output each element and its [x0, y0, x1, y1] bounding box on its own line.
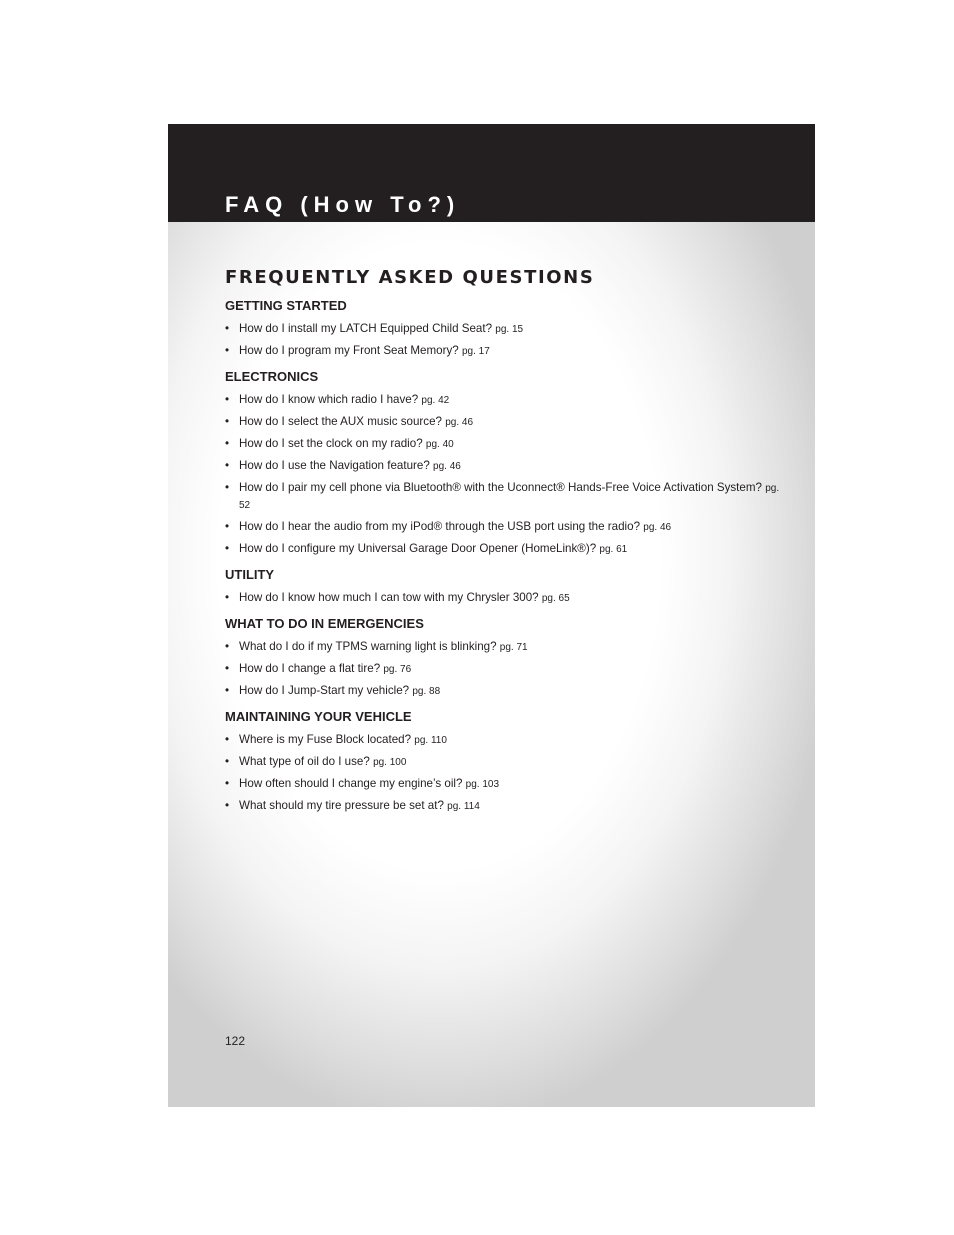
question-text: What should my tire pressure be set at?	[239, 799, 444, 812]
faq-list	[225, 590, 785, 607]
group-heading: UTILITY	[225, 567, 275, 582]
group-heading: GETTING STARTED	[225, 298, 347, 313]
question-text: How do I pair my cell phone via Bluetooth® with the Uconnect® Hands-Free Voice Activation System?	[239, 481, 762, 494]
page-reference: pg. 46	[445, 417, 474, 428]
page-reference: pg. 100	[373, 757, 407, 768]
faq-item	[225, 683, 785, 700]
faq-item	[225, 798, 785, 815]
page-reference: pg. 46	[643, 522, 672, 533]
chapter-title: FAQ (How To?)	[225, 192, 461, 217]
page-reference: pg. 110	[414, 735, 447, 746]
question-text: How do I change a flat tire?	[239, 662, 381, 675]
faq-list	[225, 732, 785, 815]
page-number: 122	[225, 1034, 246, 1048]
faq-group-emergencies	[225, 615, 785, 700]
faq-list	[225, 639, 785, 700]
question-text: How often should I change my engine’s oil?	[239, 777, 463, 790]
question-text: Where is my Fuse Block located?	[239, 733, 412, 746]
question-text: How do I know which radio I have?	[239, 393, 419, 406]
faq-list	[225, 392, 785, 558]
faq-item	[225, 519, 785, 536]
faq-item	[225, 754, 785, 771]
question-text: How do I program my Front Seat Memory?	[239, 344, 459, 357]
group-heading: ELECTRONICS	[225, 369, 319, 384]
faq-list	[225, 321, 785, 360]
faq-group-maintaining	[225, 708, 785, 815]
question-text: How do I select the AUX music source?	[239, 415, 442, 428]
question-text: How do I set the clock on my radio?	[239, 437, 423, 450]
page-reference: pg. 71	[499, 642, 528, 653]
question-text: How do I install my LATCH Equipped Child Seat?	[239, 322, 493, 335]
header-band	[168, 124, 815, 222]
page-reference: pg. 40	[425, 439, 454, 450]
section-title: FREQUENTLY ASKED QUESTIONS	[225, 267, 595, 288]
page-panel	[168, 124, 815, 1107]
question-text: What type of oil do I use?	[239, 755, 370, 768]
faq-group-electronics	[225, 368, 785, 558]
faq-group-getting-started	[225, 297, 785, 360]
faq-item	[225, 480, 785, 514]
page-reference: pg. 61	[599, 544, 628, 555]
page-reference: pg. 103	[465, 779, 500, 790]
faq-item	[225, 436, 785, 453]
faq-group-utility	[225, 566, 785, 607]
faq-item	[225, 343, 785, 360]
faq-item	[225, 732, 785, 749]
faq-item	[225, 541, 785, 558]
faq-item	[225, 590, 785, 607]
question-text: How do I hear the audio from my iPod® through the USB port using the radio?	[239, 520, 641, 533]
faq-item	[225, 639, 785, 656]
question-text: How do I configure my Universal Garage Door Opener (HomeLink®)?	[239, 542, 597, 555]
page-reference: pg. 52	[239, 483, 780, 511]
page-reference: pg. 88	[412, 686, 441, 697]
page-reference: pg. 17	[461, 346, 490, 357]
page-reference: pg. 65	[541, 593, 570, 604]
faq-item	[225, 321, 785, 338]
faq-item	[225, 458, 785, 475]
faq-content	[225, 266, 785, 823]
faq-item	[225, 661, 785, 678]
question-text: How do I use the Navigation feature?	[239, 459, 430, 472]
faq-item	[225, 392, 785, 409]
question-text: How do I Jump-Start my vehicle?	[239, 684, 410, 697]
page-reference: pg. 114	[447, 801, 480, 812]
faq-item	[225, 776, 785, 793]
page-reference: pg. 15	[495, 324, 524, 335]
page-reference: pg. 46	[433, 461, 461, 472]
faq-item	[225, 414, 785, 431]
question-text: How do I know how much I can tow with my Chrysler 300?	[239, 591, 539, 604]
group-heading: MAINTAINING YOUR VEHICLE	[225, 709, 412, 724]
page-reference: pg. 76	[383, 664, 412, 675]
page-reference: pg. 42	[421, 395, 450, 406]
group-heading: WHAT TO DO IN EMERGENCIES	[225, 616, 424, 631]
question-text: What do I do if my TPMS warning light is blinking?	[239, 640, 497, 653]
